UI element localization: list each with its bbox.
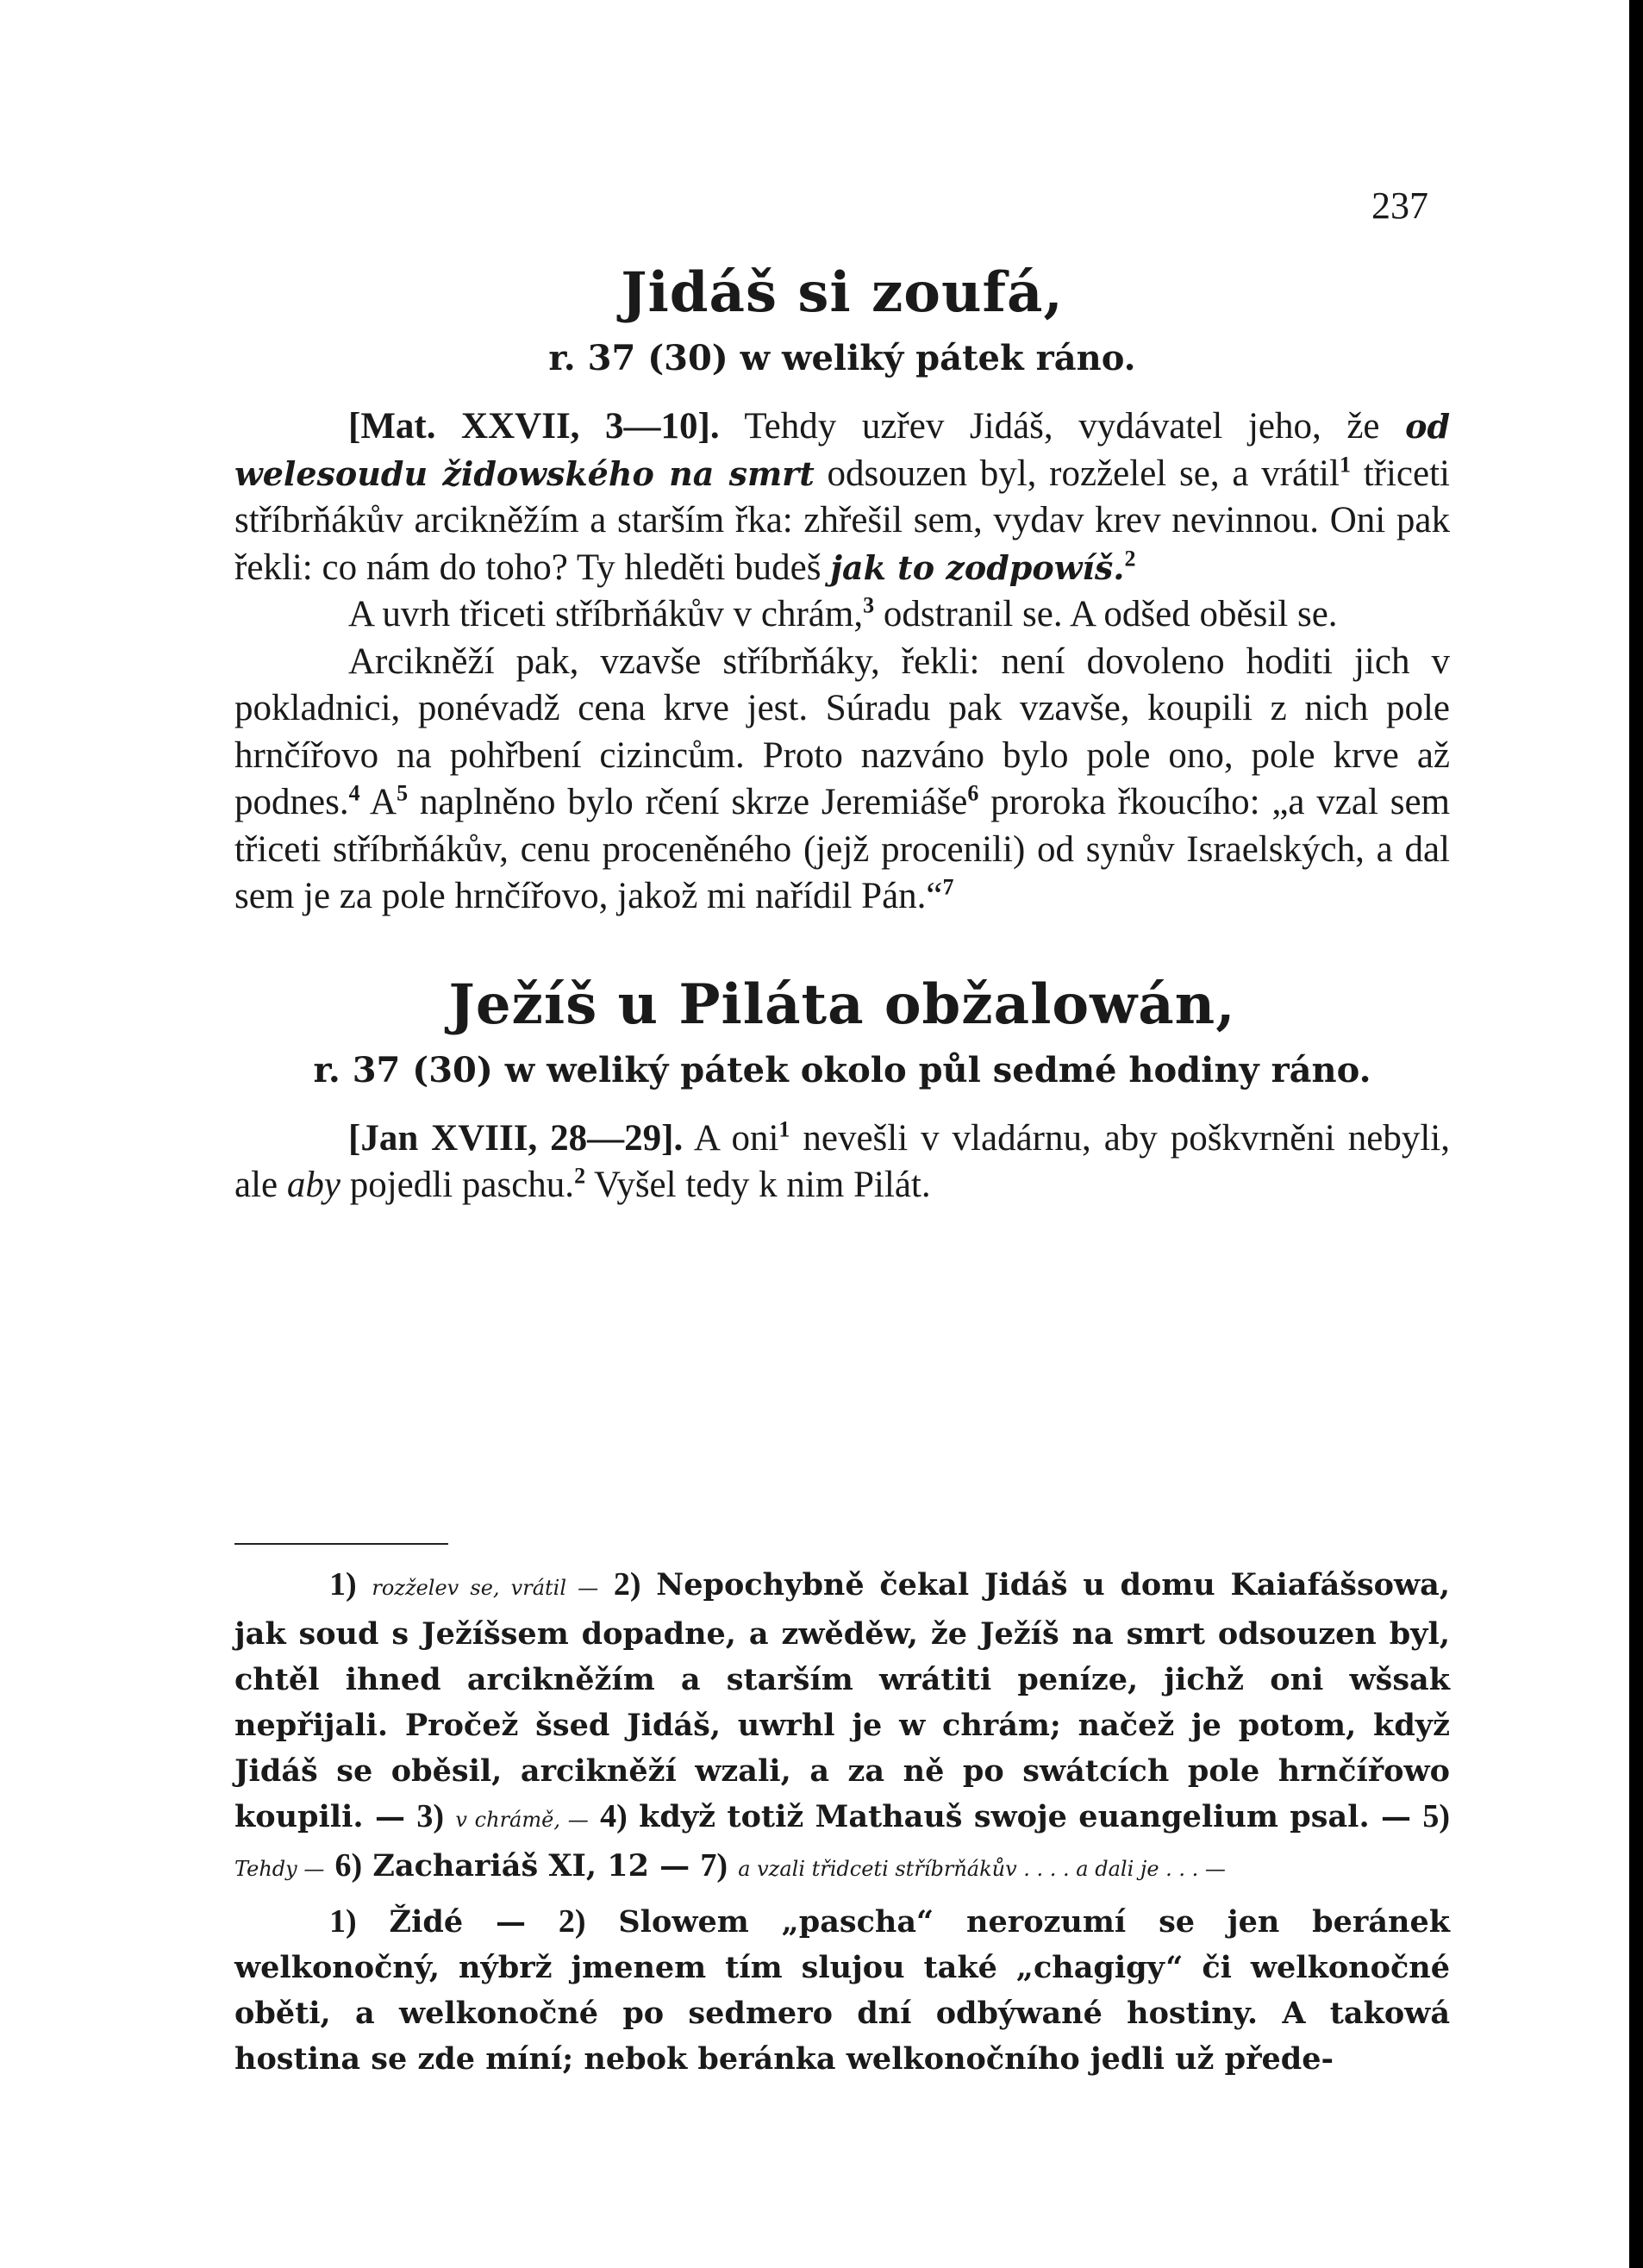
footnote-marker: 6	[967, 780, 979, 806]
footnote-gloss: a vzali třidceti stříbrňákův . . . . a dali je . . . —	[738, 1857, 1226, 1881]
text-run: proroka řkoucího: „a vzal sem třiceti stříbrňákův, cenu proceněného (jejž procenili) od synův Israelských, a dal sem je za pole hrnčířovo, jakož mi nařídil Pán.“	[234, 782, 1451, 916]
footnote-number: 5)	[1422, 1798, 1451, 1834]
text-run: naplněno bylo rčení skrze Jeremiáše	[408, 782, 968, 822]
footnote-text: Zachariáš XI, 12 —	[372, 1848, 690, 1884]
footnote-gloss: v chrámě, —	[455, 1808, 589, 1832]
footnote-number: 1)	[329, 1566, 357, 1603]
scripture-reference: [Mat. XXVII, 3—10].	[348, 406, 720, 447]
text-run: Vyšel tedy k nim Pilát.	[585, 1165, 931, 1205]
footnote-separator	[234, 1543, 448, 1545]
footnote-number: 1)	[329, 1903, 357, 1940]
text-run: pojedli paschu.	[340, 1165, 575, 1205]
text-run: nevešli v vladárnu, aby poškvrněni nebyli, ale	[234, 1117, 1450, 1205]
footnote-text: když totiž Mathauš swoje euangelium psal. —	[639, 1799, 1411, 1834]
text-run: Tehdy uzřev Jidáš, vydávatel jeho, že	[719, 406, 1406, 447]
footnote-marker: 5	[397, 780, 409, 806]
footnote-number: 6)	[334, 1847, 363, 1884]
italic-run: aby	[286, 1165, 340, 1205]
text-run: A oni	[683, 1117, 779, 1159]
footnote-marker: 2	[1124, 546, 1136, 572]
footnote-text: Nepochybně čekal Jidáš u domu Kaiafášsowa, jak soud s Ježíšsem dopadne, a zwěděw, že Ježíš na smrt odsouzen byl, chtěl ihned arcikněžím a starším wrátiti peníze, jichž oni wšsak nepřijali. Pročež šsed Jidáš, uwrhl je w chrám; načež je potom, když Jidáš se oběsil, arcikněží wzali, a za ně po swátcích pole hrnčířowo koupili. —	[234, 1567, 1451, 1834]
section2-paragraph-1	[234, 1115, 1450, 1209]
footnote-text: Židé —	[389, 1904, 526, 1940]
footnote-marker: 3	[863, 592, 875, 618]
footnotes	[234, 1562, 1450, 2089]
footnote-marker: 1	[778, 1116, 790, 1142]
section2-subtitle: r. 37 (30) w weliký pátek okolo půl sedmé hodiny ráno.	[313, 1049, 1371, 1090]
text-run: A	[359, 782, 397, 822]
footnote-marker: 4	[348, 780, 360, 806]
footnote-text: Slowem „pascha“ nerozumí se jen beránek welkonočný, nýbrž jmenem tím slujou také „chagigy“ či welkonočné oběti, a welkonočné po sedmero dní odbýwané hostiny. A takowá hostina se zde míní; nebok beránka welkonočního jedli už přede-	[234, 1904, 1450, 2077]
footnote-marker: 7	[942, 874, 954, 900]
footnote-number: 2)	[613, 1566, 641, 1603]
footnote-group-1	[234, 1562, 1450, 1892]
footnote-number: 7)	[700, 1847, 728, 1884]
footnote-number: 2)	[558, 1903, 586, 1940]
footnote-number: 4)	[600, 1798, 628, 1834]
section2-title: Ježíš u Piláta obžalowán,	[448, 972, 1236, 1037]
main-text	[234, 259, 1450, 1209]
section1-paragraph-2	[234, 591, 1450, 639]
footnote-marker: 1	[1339, 452, 1351, 478]
footnote-gloss: Tehdy —	[234, 1857, 325, 1881]
section1-paragraph-3	[234, 639, 1450, 921]
footnote-group-2	[234, 1899, 1450, 2082]
footnote-number: 3)	[416, 1798, 444, 1834]
page-number: 237	[1371, 184, 1428, 227]
fraktur-run: jak to zodpowíš.	[830, 547, 1125, 587]
footnote-gloss: rozželev se, vrátil —	[372, 1576, 599, 1600]
scripture-reference: [Jan XVIII, 28—29].	[348, 1117, 684, 1159]
text-run: odstranil se. A odšed oběsil se.	[874, 594, 1338, 634]
section1-paragraph-1	[234, 403, 1450, 591]
section1-subtitle: r. 37 (30) w weliký pátek ráno.	[548, 338, 1136, 378]
text-run: Arcikněží pak, vzavše stříbrňáky, řekli: není dovoleno hoditi jich v pokladnici, ponévadž cena krve jest. Súradu pak vzavše, koupili z nich pole hrnčířovo na pohřbení cizincům. Proto nazváno bylo pole ono, pole krve až podnes.	[234, 640, 1450, 822]
text-run: třiceti stříbrňákův arcikněžím a starším řka: zhřešil sem, vydav krev nevinnou. Oni pak řekli: co nám do toho? Ty hleděti budeš	[234, 453, 1451, 588]
section1-title: Jidáš si zoufá,	[621, 260, 1064, 325]
text-run: A uvrh třiceti stříbrňákův v chrám,	[348, 594, 864, 634]
footnote-marker: 2	[574, 1163, 586, 1189]
fraktur-run: od welesoudu židowského na smrt	[234, 407, 1451, 493]
text-run: odsouzen byl, rozželel se, a vrátil	[814, 453, 1340, 494]
